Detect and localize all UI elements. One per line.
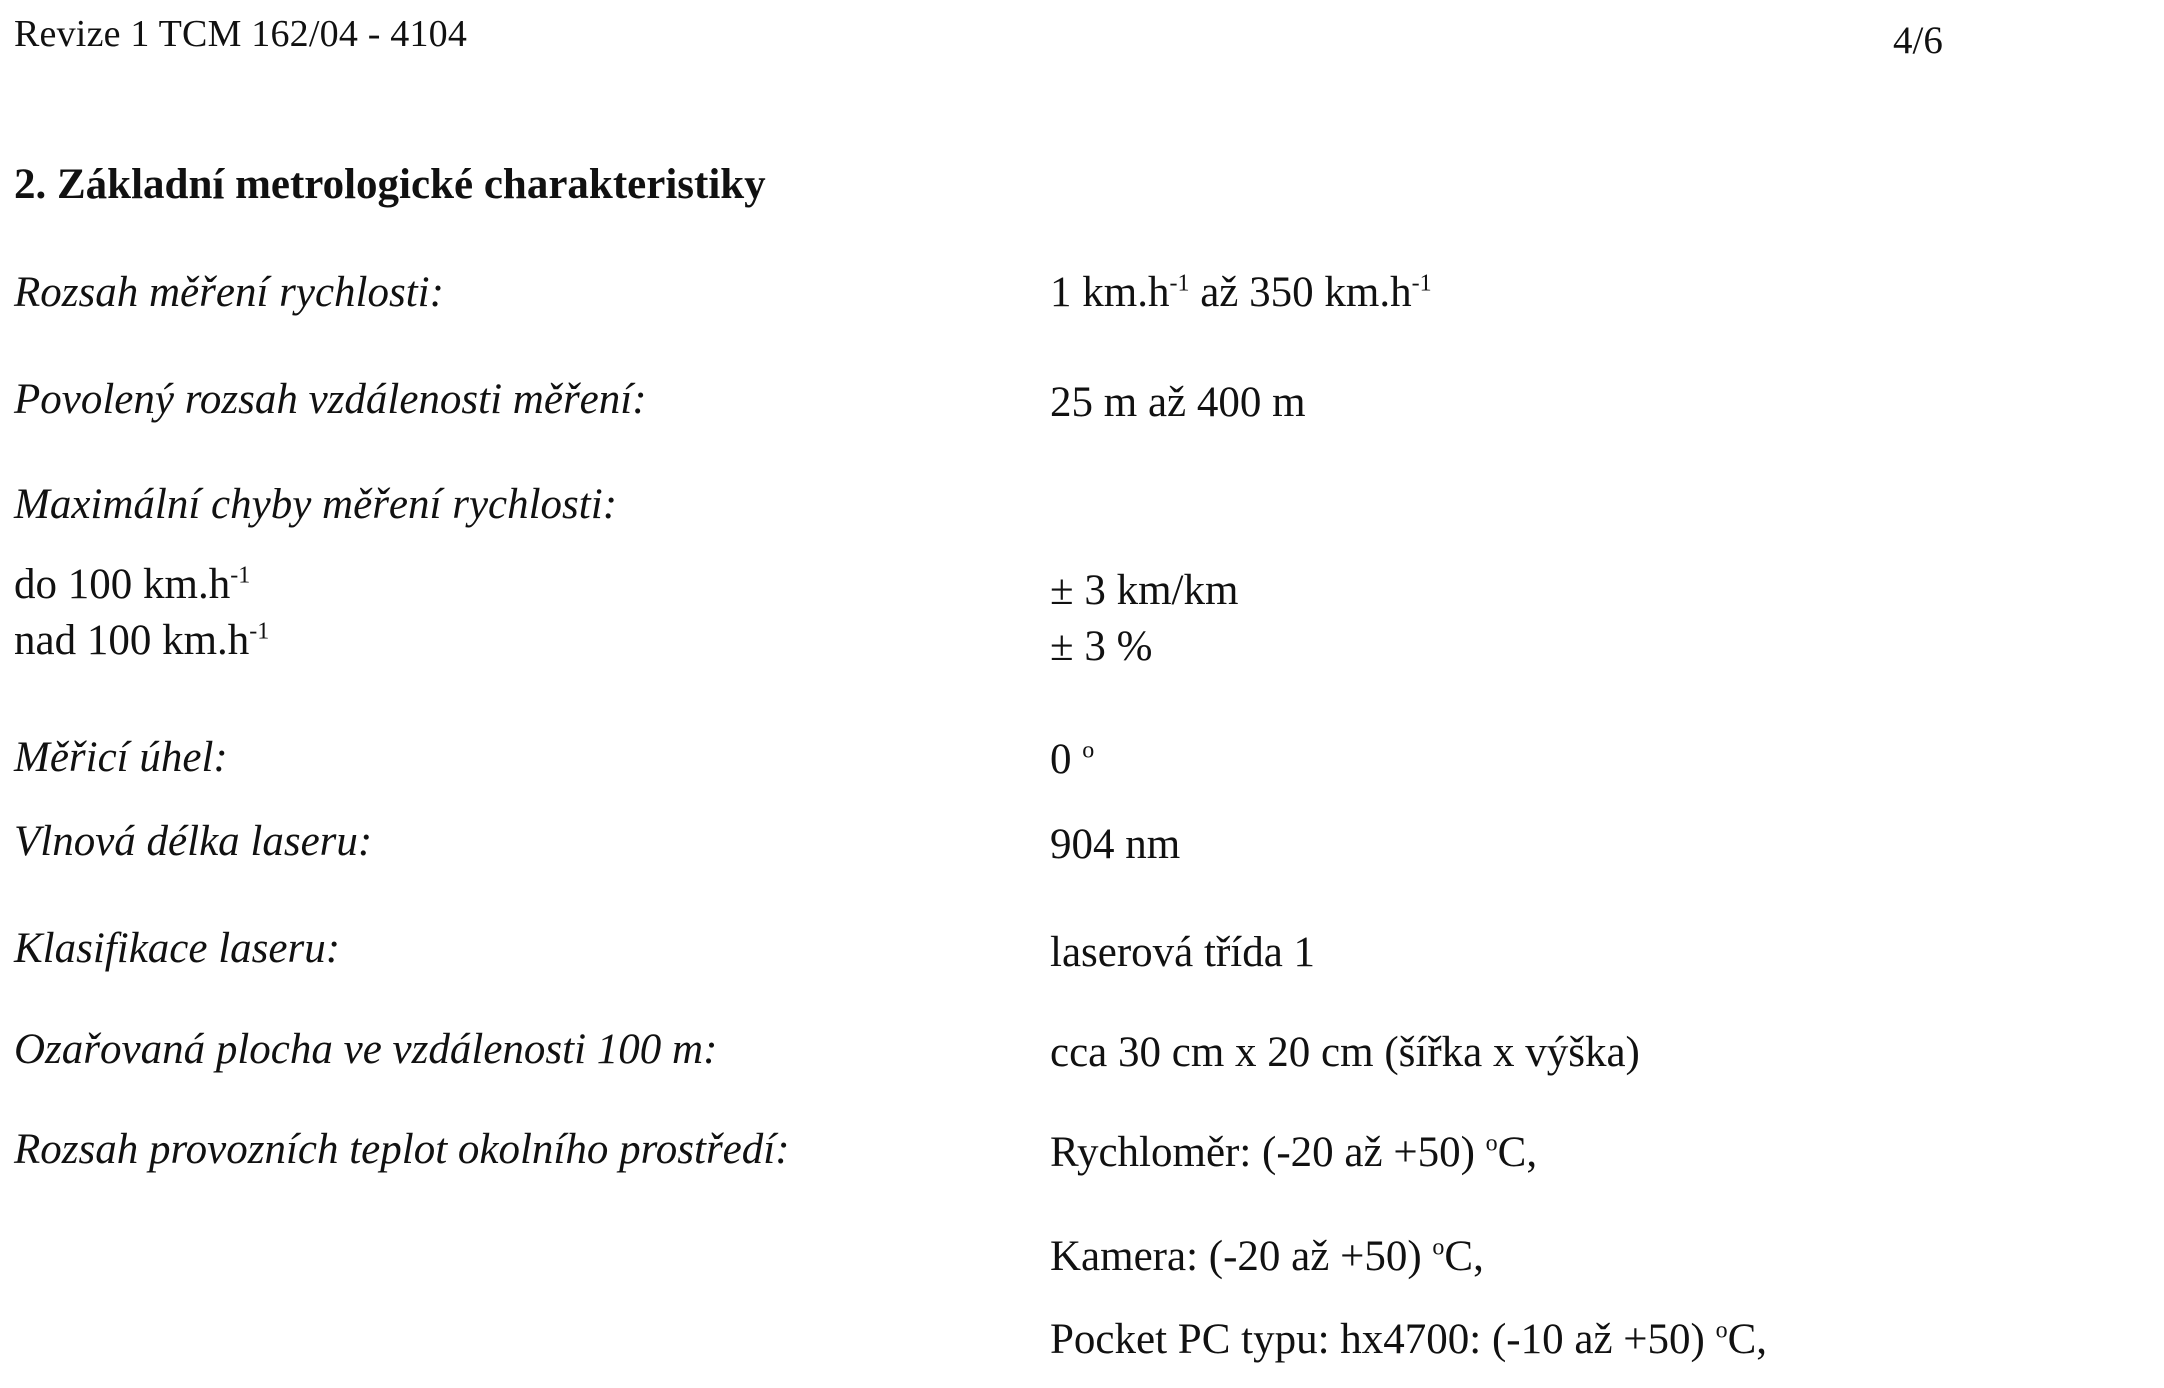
distance-range-value: 25 m až 400 m (1050, 379, 1306, 426)
irradiated-area-value: cca 30 cm x 20 cm (šířka x výška) (1050, 1029, 1640, 1076)
irradiated-area-label: Ozařovaná plocha ve vzdálenosti 100 m: (14, 1026, 718, 1073)
speed-unit-exponent: -1 (1411, 270, 1432, 297)
measuring-angle-number: 0 (1050, 736, 1083, 783)
page-number: 4/6 (1893, 19, 1943, 62)
error-up-to-100-text: do 100 km.h (14, 561, 231, 608)
degree-sign: o (1485, 1130, 1498, 1157)
degree-sign: o (1082, 737, 1095, 764)
measuring-angle-value (1050, 735, 1094, 784)
speed-range-max: až 350 km.h (1189, 269, 1412, 316)
laser-wavelength-value: 904 nm (1050, 821, 1181, 868)
revision-header: Revize 1 TCM 162/04 - 4104 (14, 13, 468, 55)
celsius-unit: C, (1727, 1316, 1768, 1363)
speed-range-label: Rozsah měření rychlosti: (14, 269, 444, 316)
speed-range-min: 1 km.h (1050, 269, 1170, 316)
distance-range-label: Povolený rozsah vzdálenosti měření: (14, 376, 647, 423)
pocket-pc-temperature-range: Pocket PC typu: hx4700: (-10 až +50) (1050, 1316, 1716, 1363)
speed-unit-exponent: -1 (1169, 270, 1190, 297)
camera-temperature-range: Kamera: (-20 až +50) (1050, 1233, 1433, 1280)
celsius-unit: C, (1497, 1129, 1538, 1176)
speedometer-temperature-range: Rychloměr: (-20 až +50) (1050, 1129, 1486, 1176)
operating-temperature-label: Rozsah provozních teplot okolního prostředí: (14, 1126, 790, 1173)
celsius-unit: C, (1444, 1233, 1484, 1280)
pocket-pc-temperature (1050, 1315, 1767, 1364)
error-up-to-100-value: ± 3 km/km (1050, 567, 1239, 614)
camera-temperature (1050, 1232, 1484, 1281)
speed-unit-exponent: -1 (230, 562, 251, 589)
max-errors-label: Maximální chyby měření rychlosti: (14, 481, 618, 528)
speed-unit-exponent: -1 (249, 618, 270, 645)
measuring-angle-label: Měřicí úhel: (14, 734, 228, 781)
error-over-100-value: ± 3 % (1050, 623, 1153, 670)
error-over-100-label (14, 616, 269, 665)
error-over-100-text: nad 100 km.h (14, 617, 250, 664)
section-title: 2. Základní metrologické charakteristiky (14, 161, 766, 208)
error-up-to-100-label (14, 560, 250, 609)
laser-wavelength-label: Vlnová délka laseru: (14, 818, 373, 865)
degree-sign: o (1432, 1234, 1445, 1261)
degree-sign: o (1715, 1317, 1728, 1344)
laser-class-value: laserová třída 1 (1050, 929, 1316, 976)
laser-class-label: Klasifikace laseru: (14, 925, 341, 972)
speed-range-value (1050, 268, 1432, 317)
speedometer-temperature (1050, 1128, 1537, 1177)
